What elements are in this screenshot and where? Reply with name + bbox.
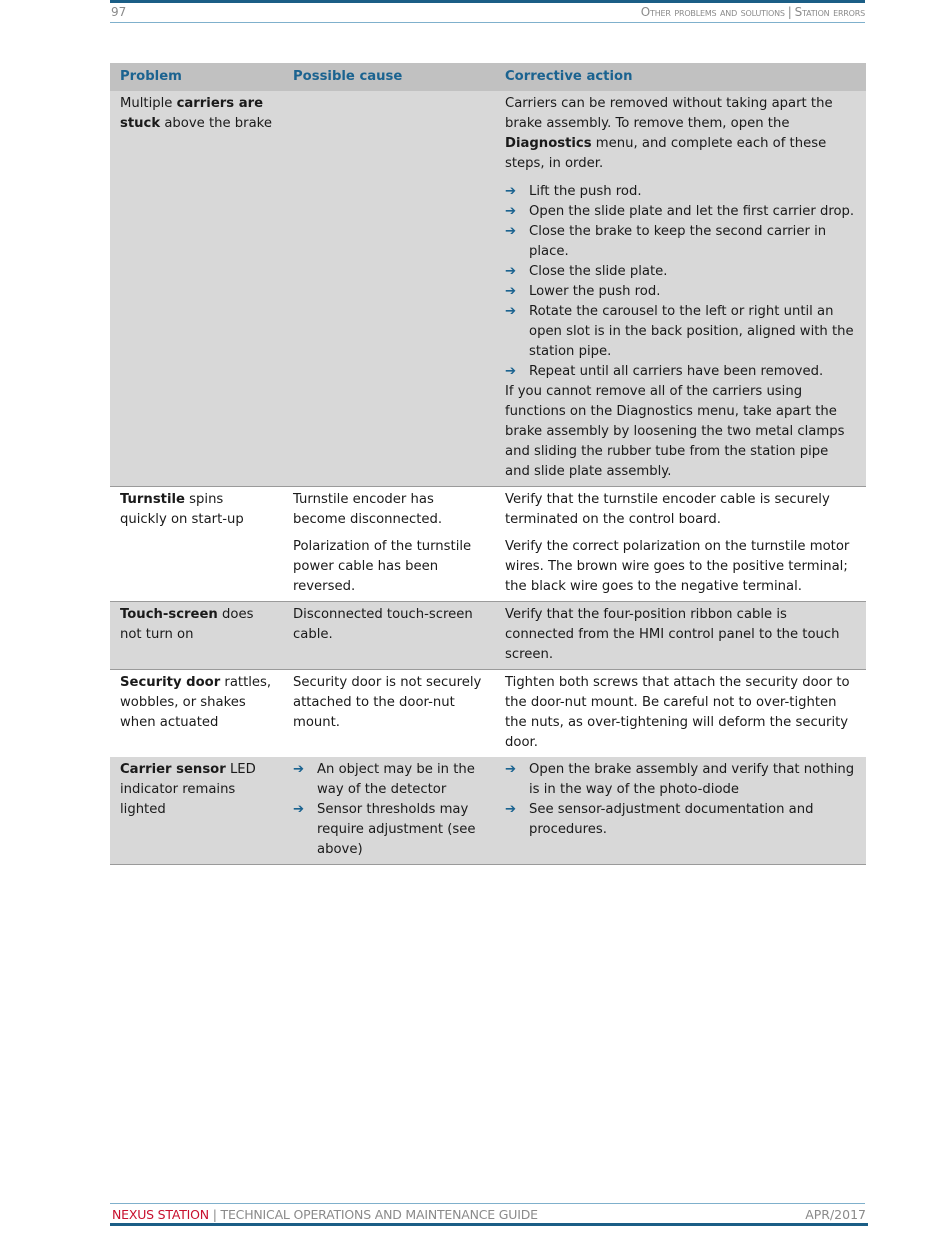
table-row — [110, 602, 866, 670]
problem-cell — [110, 602, 283, 670]
cause-cell: Security door is not securely attached to the door-nut mount. — [283, 670, 495, 758]
list-item — [505, 262, 856, 282]
arrow-right-icon: ➔ — [505, 364, 517, 379]
problem-cell — [110, 487, 283, 602]
header-rule-thick — [110, 0, 865, 3]
step-text: Lift the push rod. — [529, 184, 642, 199]
list-item — [505, 202, 856, 222]
table-header-row — [110, 63, 866, 91]
arrow-right-icon: ➔ — [505, 802, 517, 817]
list-item — [505, 362, 856, 382]
arrow-right-icon: ➔ — [505, 762, 517, 777]
table-row — [110, 91, 866, 487]
running-header — [641, 5, 865, 19]
step-text: Repeat until all carriers have been removed. — [529, 364, 824, 379]
action-cell — [495, 487, 866, 602]
problem-keyword: Security door — [120, 675, 221, 690]
cause-cell — [283, 487, 495, 602]
page-number: 97 — [111, 5, 127, 19]
step-list — [505, 182, 856, 382]
list-item — [505, 302, 856, 362]
footer-rule-thick — [110, 1223, 868, 1226]
list-item — [505, 182, 856, 202]
arrow-right-icon: ➔ — [293, 802, 305, 817]
arrow-right-icon: ➔ — [293, 762, 305, 777]
action-cell — [495, 757, 866, 865]
cause-text: An object may be in the way of the detector — [317, 762, 475, 797]
table-row — [110, 757, 866, 865]
arrow-right-icon: ➔ — [505, 264, 517, 279]
action-cell — [495, 91, 866, 487]
action-text: Verify the correct polarization on the turnstile motor wires. The brown wire goes to the positive terminal; the black wire goes to the negative terminal. — [505, 539, 850, 594]
footer-separator: | — [212, 1207, 217, 1222]
cause-cell: Disconnected touch-screen cable. — [283, 602, 495, 670]
list-item — [293, 760, 485, 800]
action-text: Verify that the turnstile encoder cable is securely terminated on the control board. — [505, 492, 830, 527]
action-text: Open the brake assembly and verify that nothing is in the way of the photo-diode — [529, 762, 855, 797]
problem-text: LED indicator remains lighted — [120, 762, 256, 817]
problem-cell — [110, 757, 283, 865]
step-text: Close the slide plate. — [529, 264, 668, 279]
action-list — [505, 760, 856, 840]
action-intro — [505, 94, 856, 174]
running-header-section: Other problems and solutions — [640, 5, 785, 19]
problem-keyword: Carrier sensor — [120, 762, 226, 777]
action-cell: Verify that the four-position ribbon cable is connected from the HMI control panel to the touch screen. — [495, 602, 866, 670]
problem-text: rattles, wobbles, or shakes when actuated — [120, 675, 272, 730]
list-item — [505, 282, 856, 302]
column-header-action: Corrective action — [495, 63, 866, 91]
action-text: menu, and complete each of these steps, in order. — [505, 136, 827, 171]
problem-cell — [110, 670, 283, 758]
column-header-problem: Problem — [110, 63, 283, 91]
step-text: Rotate the carousel to the left or right until an open slot is in the back position, aligned with the station pipe. — [529, 304, 854, 359]
header-rule-thin — [110, 22, 865, 23]
footer-title — [112, 1207, 538, 1222]
step-text: Open the slide plate and let the first carrier drop. — [529, 204, 855, 219]
action-cell: Tighten both screws that attach the security door to the door-nut mount. Be careful not to over-tighten the nuts, as over-tightening will deform the security door. — [495, 670, 866, 758]
step-text: Close the brake to keep the second carrier in place. — [529, 224, 827, 259]
arrow-right-icon: ➔ — [505, 224, 517, 239]
cause-text: Polarization of the turnstile power cable has been reversed. — [293, 539, 472, 594]
problem-text: above the brake — [160, 116, 272, 131]
problem-text: does not turn on — [120, 607, 254, 642]
list-item — [293, 800, 485, 860]
problem-keyword: Turnstile — [120, 492, 185, 507]
footer-guide-title: TECHNICAL OPERATIONS AND MAINTENANCE GUIDE — [220, 1207, 538, 1222]
cause-text: Sensor thresholds may require adjustment (see above) — [317, 802, 476, 857]
cause-list — [293, 760, 485, 860]
problem-text: Multiple — [120, 96, 177, 111]
list-item — [505, 222, 856, 262]
arrow-right-icon: ➔ — [505, 304, 517, 319]
arrow-right-icon: ➔ — [505, 204, 517, 219]
action-outro: If you cannot remove all of the carriers using functions on the Diagnostics menu, take apart the brake assembly by loosening the two metal clamps and sliding the rubber tube from the station pipe and slide plate assembly. — [505, 384, 845, 479]
cause-text: Turnstile encoder has become disconnected. — [293, 492, 443, 527]
cause-cell — [283, 91, 495, 487]
footer-rule-thin — [110, 1203, 865, 1204]
step-text: Lower the push rod. — [529, 284, 661, 299]
problem-keyword: Touch-screen — [120, 607, 218, 622]
action-text: Carriers can be removed without taking apart the brake assembly. To remove them, open the — [505, 96, 833, 131]
running-header-separator: | — [787, 5, 792, 19]
problem-keyword: carriers are stuck — [120, 96, 264, 131]
list-item — [505, 760, 856, 800]
table-row — [110, 487, 866, 602]
arrow-right-icon: ➔ — [505, 184, 517, 199]
list-item — [505, 800, 856, 840]
problem-text: spins quickly on start-up — [120, 492, 244, 527]
running-header-subsection: Station errors — [794, 5, 865, 19]
table-row — [110, 670, 866, 758]
diagnostics-keyword: Diagnostics — [505, 136, 592, 151]
action-text: See sensor-adjustment documentation and procedures. — [529, 802, 814, 837]
column-header-cause: Possible cause — [283, 63, 495, 91]
troubleshooting-table — [110, 63, 866, 865]
footer-brand: NEXUS STATION — [112, 1207, 209, 1222]
problem-cell — [110, 91, 283, 487]
cause-cell — [283, 757, 495, 865]
arrow-right-icon: ➔ — [505, 284, 517, 299]
footer-date: APR/2017 — [805, 1207, 866, 1222]
